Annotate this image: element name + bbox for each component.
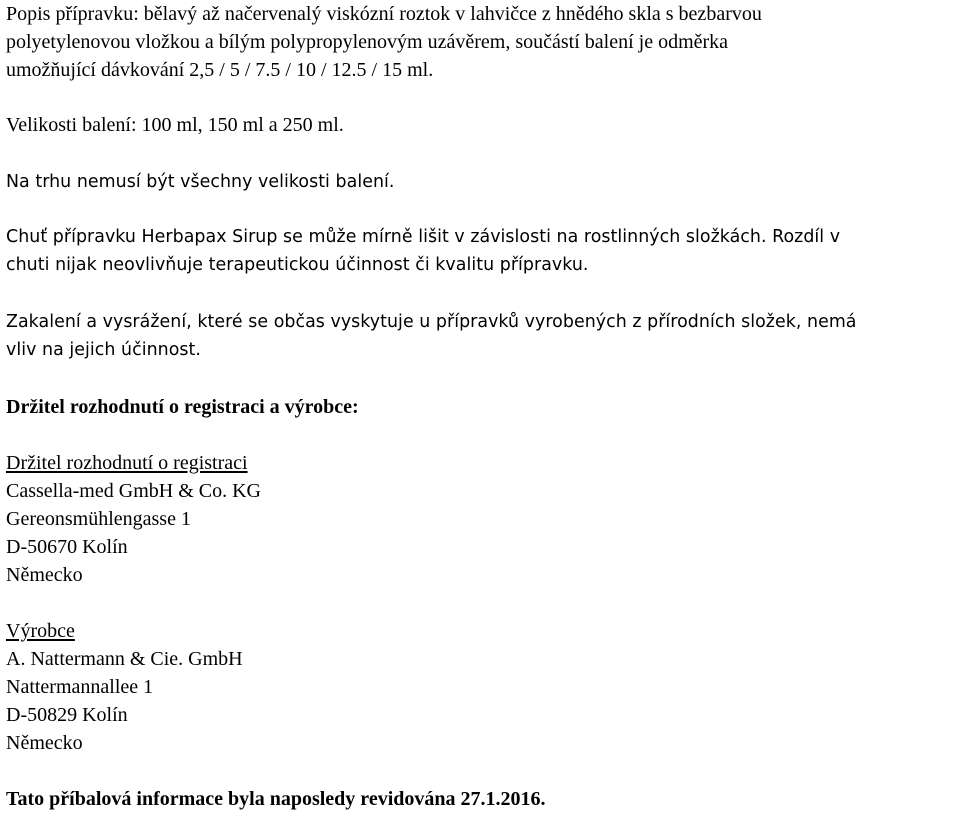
holder-name: Cassella-med GmbH & Co. KG [6, 480, 261, 502]
manufacturer-street: Nattermannallee 1 [6, 676, 154, 698]
turbidity-note-line-1: Zakalení a vysrážení, které se občas vyskytuje u přípravků vyrobených z přírodních složek, nemá [6, 312, 857, 332]
manufacturer-country: Německo [6, 732, 83, 754]
holder-section-heading: Držitel rozhodnutí o registraci a výrobce: [6, 396, 359, 418]
turbidity-note-line-2: vliv na jejich účinnost. [6, 340, 201, 360]
manufacturer-name: A. Nattermann & Cie. GmbH [6, 648, 243, 670]
package-description-line-3: umožňující dávkování 2,5 / 5 / 7.5 / 10 / 12.5 / 15 ml. [6, 59, 434, 81]
taste-note-line-2: chuti nijak neovlivňuje terapeutickou účinnost či kvalitu přípravku. [6, 255, 589, 275]
package-description-line-2: polyetylenovou vložkou a bílým polypropylenovým uzávěrem, součástí balení je odměrka [6, 31, 729, 53]
holder-street: Gereonsmühlengasse 1 [6, 508, 191, 530]
market-availability-note: Na trhu nemusí být všechny velikosti balení. [6, 172, 395, 192]
pack-sizes: Velikosti balení: 100 ml, 150 ml a 250 ml. [6, 114, 344, 136]
holder-country: Německo [6, 564, 83, 586]
package-description-line-1: Popis přípravku: bělavý až načervenalý viskózní roztok v lahvičce z hnědého skla s bezbarvou [6, 3, 762, 25]
manufacturer-label: Výrobce [6, 620, 75, 642]
revision-date-note: Tato příbalová informace byla naposledy revidována 27.1.2016. [6, 788, 546, 810]
holder-city: D-50670 Kolín [6, 536, 128, 558]
manufacturer-city: D-50829 Kolín [6, 704, 128, 726]
holder-label: Držitel rozhodnutí o registraci [6, 452, 248, 474]
taste-note-line-1: Chuť přípravku Herbapax Sirup se může mírně lišit v závislosti na rostlinných složkách. Rozdíl v [6, 227, 841, 247]
